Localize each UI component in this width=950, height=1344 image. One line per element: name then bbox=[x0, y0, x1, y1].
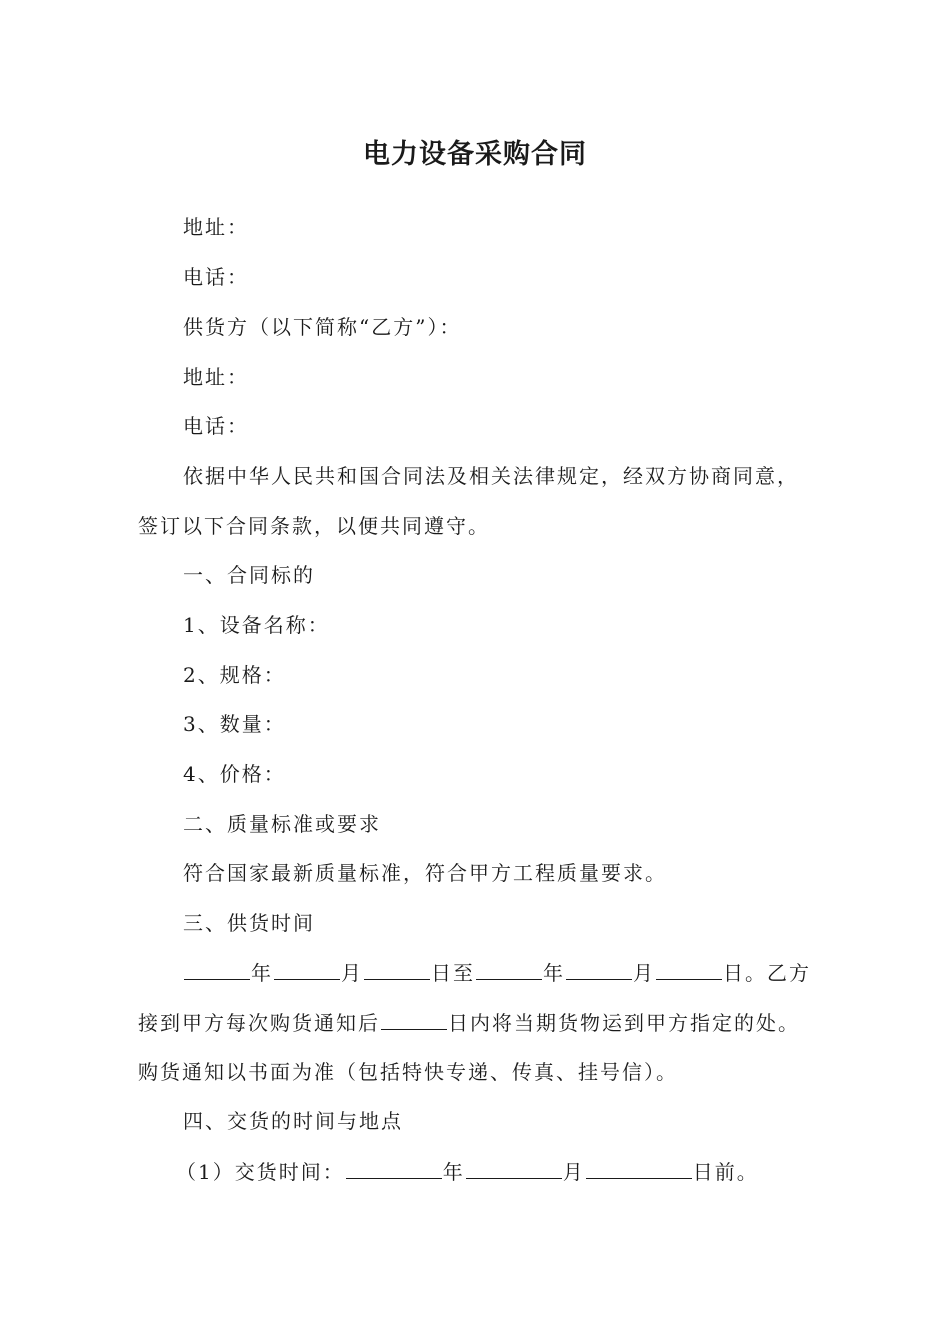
month-label: 月 bbox=[341, 961, 363, 985]
blank-field bbox=[656, 957, 722, 980]
year-label: 年 bbox=[442, 1160, 465, 1184]
blank-field bbox=[586, 1156, 692, 1179]
section-4-heading: 四、交货的时间与地点 bbox=[183, 1109, 403, 1133]
supplier-phone-line: 电话： bbox=[183, 414, 249, 438]
preamble-line-2: 签订以下合同条款，以便共同遵守。 bbox=[138, 514, 490, 538]
buyer-address-line: 地址： bbox=[183, 215, 249, 239]
delivery-time-line bbox=[176, 1156, 759, 1187]
delivery-prefix: （1）交货时间： bbox=[176, 1160, 345, 1184]
section-2-heading: 二、质量标准或要求 bbox=[183, 812, 381, 836]
item-equipment-name: 1、设备名称： bbox=[183, 613, 330, 637]
item-specification: 2、规格： bbox=[183, 663, 286, 687]
buyer-phone-line: 电话： bbox=[183, 265, 249, 289]
blank-field bbox=[476, 957, 542, 980]
supplier-address-line: 地址： bbox=[183, 365, 249, 389]
month-label: 月 bbox=[633, 961, 655, 985]
blank-field bbox=[346, 1156, 442, 1179]
blank-field bbox=[184, 957, 250, 980]
day-label: 日前。 bbox=[692, 1160, 759, 1184]
notice-line bbox=[138, 1007, 800, 1038]
preamble-line-1: 依据中华人民共和国合同法及相关法律规定，经双方协商同意， bbox=[183, 464, 799, 488]
notice-format-line: 购货通知以书面为准（包括特快专递、传真、挂号信）。 bbox=[138, 1060, 678, 1084]
item-quantity: 3、数量： bbox=[183, 712, 286, 736]
quality-text: 符合国家最新质量标准，符合甲方工程质量要求。 bbox=[183, 861, 667, 885]
item-price: 4、价格： bbox=[183, 762, 286, 786]
year-label: 年 bbox=[251, 961, 273, 985]
day-label: 日。乙方 bbox=[723, 961, 811, 985]
document-title: 电力设备采购合同 bbox=[363, 139, 587, 170]
section-3-heading: 三、供货时间 bbox=[183, 911, 315, 935]
month-label: 月 bbox=[562, 1160, 585, 1184]
year-label: 年 bbox=[543, 961, 565, 985]
blank-field bbox=[381, 1007, 447, 1030]
section-1-heading: 一、合同标的 bbox=[183, 563, 315, 587]
supplier-line: 供货方（以下简称“乙方”）： bbox=[183, 315, 462, 339]
supply-period-line bbox=[183, 957, 811, 988]
blank-field bbox=[274, 957, 340, 980]
day-label: 日至 bbox=[431, 961, 475, 985]
notice-suffix: 日内将当期货物运到甲方指定的处。 bbox=[448, 1011, 800, 1035]
blank-field bbox=[466, 1156, 562, 1179]
notice-prefix: 接到甲方每次购货通知后 bbox=[138, 1011, 380, 1035]
blank-field bbox=[364, 957, 430, 980]
blank-field bbox=[566, 957, 632, 980]
